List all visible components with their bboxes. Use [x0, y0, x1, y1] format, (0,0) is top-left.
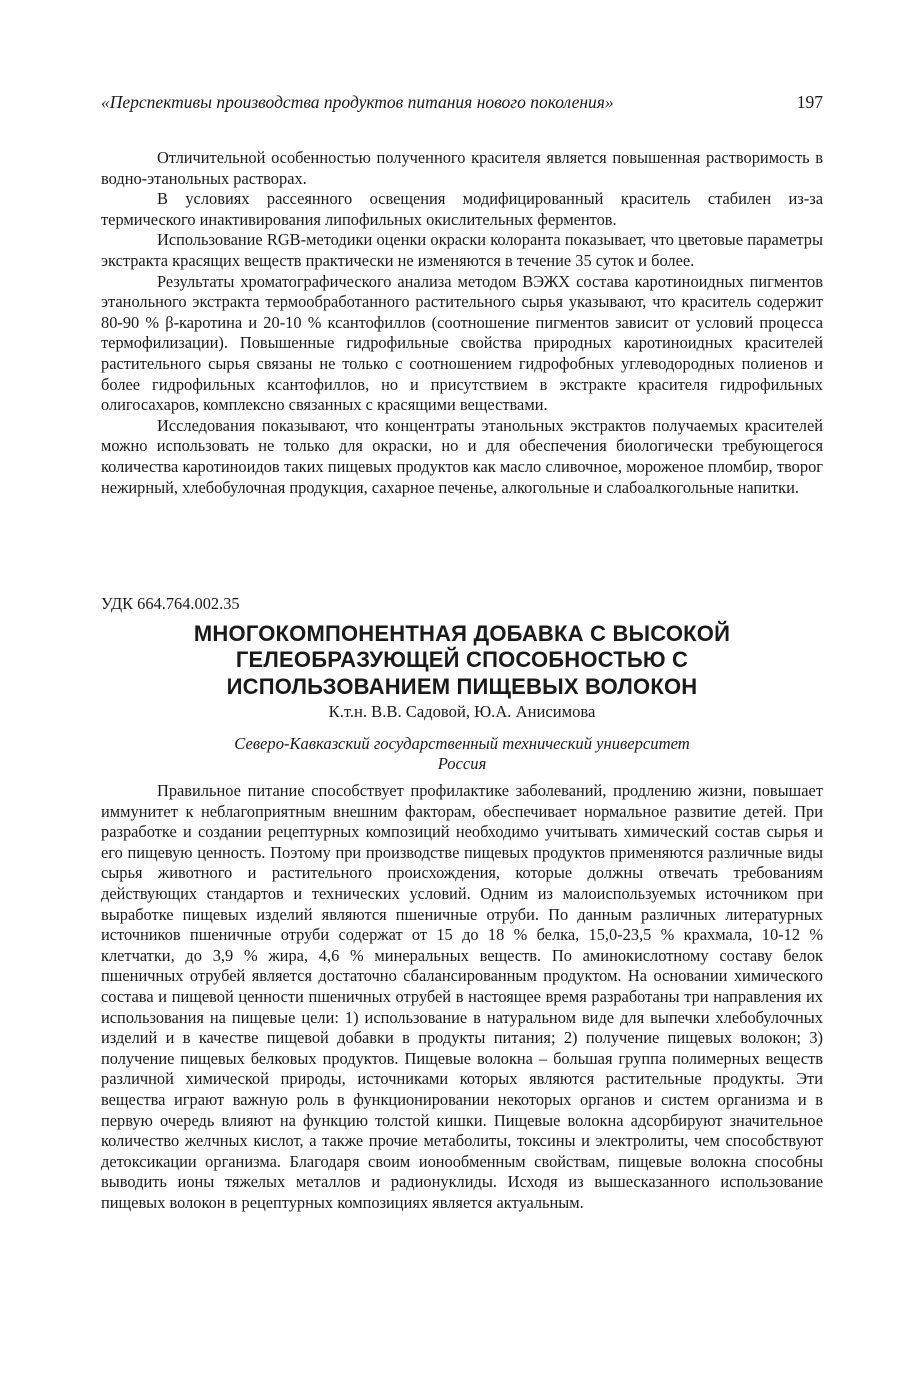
affiliation: Северо-Кавказский государственный технический университет — [234, 734, 690, 753]
paragraph: Отличительной особенностью полученного красителя является повышенная растворимость в водно-этанольных растворах. — [101, 148, 823, 188]
paragraph: Результаты хроматографического анализа методом ВЭЖХ состава каротиноидных пигментов этанольного экстракта термообработанного растительного сырья указывают, что краситель содержит 80-90 % β-каротина и 20-10 % ксантофиллов (соотношение пигментов зависит от условий процесса термофилизации). Повышенные гидрофильные свойства природных каротиноидных красителей растительного сырья связаны не только с соотношением гидрофобных углеводородных полиенов и более гидрофильных ксантофиллов, но и присутствием в экстракте красителя гидрофильных олигосахаров, комплексно связанных с красящими веществами. — [101, 271, 823, 415]
page-number: 197 — [796, 92, 823, 112]
paragraph: Правильное питание способствует профилактике заболеваний, продлению жизни, повышает иммунитет к неблагоприятным внешним факторам, обеспечивает нормальное развитие детей. При разработке и создании рецептурных композиций необходимо учитывать химический состав сырья и его пищевую ценность. Поэтому при производстве пищевых продуктов применяются различные виды сырья животного и растительного происхождения, которые должны отвечать требованиям действующих стандартов и технических условий. Одним из малоиспользуемых источником при выработке пищевых изделий являются пшеничные отруби. По данным различных литературных источников пшеничные отруби содержат от 15 до 18 % белка, 15,0-23,5 % крахмала, 10-12 % клетчатки, до 3,9 % жира, 4,6 % минеральных веществ. По аминокислотному составу белок пшеничных отрубей является достаточно сбалансированным продуктом. На основании химического состава и пищевой ценности пшеничных отрубей в настоящее время разработаны три направления их использования на пищевые цели: 1) использование в натуральном виде для выпечки хлебобулочных изделий и в качестве пищевой добавки в продукты питания; 2) получение пищевых волокон; 3) получение пищевых белковых продуктов. Пищевые волокна – большая группа полимерных веществ различной химической природы, источниками которых являются растительные продукты. Эти вещества играют важную роль в функционировании некоторых органов и систем организма и в первую очередь влияют на функцию толстой кишки. Пищевые волокна адсорбируют значительное количество желчных кислот, а также прочие метаболиты, токсины и электролиты, чем способствуют детоксикации организма. Благодаря своим ионообменным свойствам, пищевые волокна способны выводить ионы тяжелых металлов и радионуклиды. Исходя из вышесказанного использование пищевых волокон в рецептурных композициях является актуальным. — [101, 781, 823, 1212]
article-title — [101, 621, 823, 700]
title-line: ГЕЛЕОБРАЗУЮЩЕЙ СПОСОБНОСТЬЮ С — [235, 647, 689, 673]
udc-code: УДК 664.764.002.35 — [101, 594, 240, 613]
running-header — [101, 92, 823, 113]
article-body — [101, 781, 823, 1213]
journal-title: «Перспективы производства продуктов питания нового поколения» — [101, 92, 614, 112]
authors: К.т.н. В.В. Садовой, Ю.А. Анисимова — [328, 702, 596, 721]
paragraph: В условиях рассеянного освещения модифицированный краситель стабилен из-за термического инактивирования липофильных окислительных ферментов. — [101, 189, 823, 229]
affiliation-block — [101, 734, 823, 774]
intro-text — [101, 148, 823, 498]
title-line: ИСПОЛЬЗОВАНИЕМ ПИЩЕВЫХ ВОЛОКОН — [226, 673, 698, 699]
title-line: МНОГОКОМПОНЕНТНАЯ ДОБАВКА С ВЫСОКОЙ — [193, 621, 731, 646]
paragraph: Исследования показывают, что концентраты этанольных экстрактов получаемых красителей можно использовать не только для окраски, но и для обеспечения биологически требующегося количества каротиноидов таких пищевых продуктов как масло сливочное, мороженое пломбир, творог нежирный, хлебобулочная продукция, сахарное печенье, алкогольные и слабоалкогольные напитки. — [101, 415, 823, 497]
paragraph: Использование RGB-методики оценки окраски колоранта показывает, что цветовые параметры экстракта красящих веществ практически не изменяются в течение 35 суток и более. — [101, 230, 823, 270]
country: Россия — [437, 754, 487, 773]
